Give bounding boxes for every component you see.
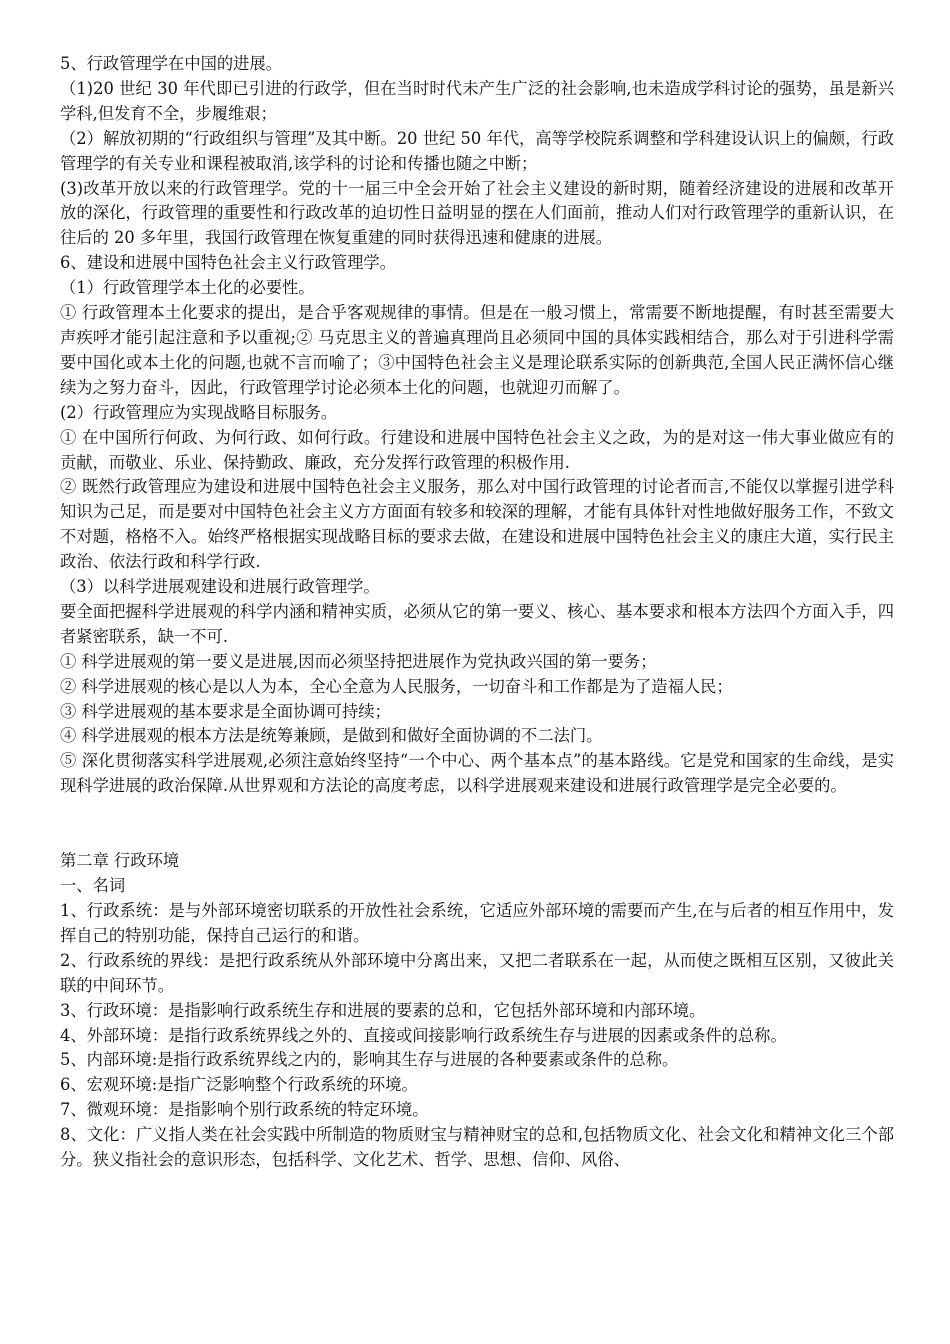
term-external-environment: 4、外部环境：是指行政系统界线之外的、直接或间接影响行政系统生存与进展的因素或条件的总称。 <box>60 1025 787 1045</box>
document-page <box>60 52 894 1173</box>
subheading-scientific-outlook: （3）以科学进展观建设和进展行政管理学。 <box>60 577 380 597</box>
paragraph-strategic-goals-2: ② 既然行政管理应为建设和进展中国特色社会主义服务，那么对中国行政管理的讨论者而言,不能仅以掌握引进学科知识为己足，而是要对中国特色社会主义方方面面有较多和较深的理解，才能有具体针对性地做好服务工作，不致文不对题，格格不入。始终严格根据实现战略目标的要求去做，在建设和进展中国特色社会主义的康庄大道，实行民主政治、依法行政和科学行政. <box>60 477 894 572</box>
subheading-strategic-goals: (2）行政管理应为实现战略目标服务。 <box>60 402 338 422</box>
heading-item-5: 5、行政管理学在中国的进展。 <box>60 54 283 73</box>
term-micro-environment: 7、微观环境：是指影响个别行政系统的特定环境。 <box>60 1100 429 1120</box>
list-item-outlook-2: ② 科学进展观的核心是以人为本，全心全意为人民服务，一切奋斗和工作都是为了造福人民； <box>60 676 733 696</box>
chapter-title: 第二章 行政环境 <box>60 851 180 871</box>
term-administrative-system: 1、行政系统：是与外部环境密切联系的开放性社会系统，它适应外部环境的需要而产生,在与后者的相互作用中，发挥自己的特别功能，保持自己运行的和谐。 <box>60 901 894 945</box>
term-macro-environment: 6、宏观环境:是指广泛影响整个行政系统的环境。 <box>60 1075 418 1095</box>
section-chapter-2 <box>60 849 894 1173</box>
paragraph-liberation-period: （2）解放初期的“行政组织与管理”及其中断。20 世纪 50 年代，高等学校院系调整和学科建设认识上的偏颇，行政管理学的有关专业和课程被取消,该学科的讨论和传播也随之中断； <box>60 128 894 173</box>
list-item-outlook-4: ④ 科学进展观的根本方法是统筹兼顾，是做到和做好全面协调的不二法门。 <box>60 726 603 746</box>
term-internal-environment: 5、内部环境:是指行政系统界线之内的，影响其生存与进展的各种要素或条件的总称。 <box>60 1050 679 1070</box>
term-system-boundary: 2、行政系统的界线：是把行政系统从外部环境中分离出来，又把二者联系在一起，从而使之既相互区别，又彼此关联的中间环节。 <box>60 950 894 995</box>
paragraph-scientific-outlook-intro: 要全面把握科学进展观的科学内涵和精神实质，必须从它的第一要义、核心、基本要求和根本方法四个方面入手，四者紧密联系，缺一不可. <box>60 601 894 646</box>
paragraph-localization: ① 行政管理本土化要求的提出，是合乎客观规律的事情。但是在一般习惯上，常需要不断地提醒，有时甚至需要大声疾呼才能引起注意和予以重视;② 马克思主义的普遍真理尚且必须同中国的具体实践相结合，那么对于引进科学需要中国化或本土化的问题,也就不言而喻了；③中国特色社会主义是理论联系实际的创新典范,全国人民正满怀信心继续为之努力奋斗，因此，行政管理学讨论必须本土化的问题，也就迎刃而解了。 <box>60 303 894 397</box>
list-item-outlook-5: ⑤ 深化贯彻落实科学进展观,必须注意始终坚持“一个中心、两个基本点”的基本路线。它是党和国家的生命线，是实现科学进展的政治保障.从世界观和方法论的高度考虑，以科学进展观来建设和进展行政管理学是完全必要的。 <box>60 751 894 796</box>
section-title-terms: 一、名词 <box>60 876 126 896</box>
section-spacer <box>60 799 894 849</box>
paragraph-1930s: （1)20 世纪 30 年代即已引进的行政学，但在当时时代未产生广泛的社会影响,也未造成学科讨论的强势，虽是新兴学科,但发育不全，步履维艰； <box>60 78 894 123</box>
term-administrative-environment: 3、行政环境：是指影响行政系统生存和进展的要素的总和，它包括外部环境和内部环境。 <box>60 1000 706 1020</box>
list-item-outlook-3: ③ 科学进展观的基本要求是全面协调可持续； <box>60 701 391 721</box>
subheading-localization: （1）行政管理学本土化的必要性。 <box>60 278 315 298</box>
list-item-outlook-1: ① 科学进展观的第一要义是进展,因而必须坚持把进展作为党执政兴国的第一要务； <box>60 651 657 671</box>
section-admin-science-development <box>60 52 894 799</box>
term-culture: 8、文化：广义指人类在社会实践中所制造的物质财宝与精神财宝的总和,包括物质文化、社会文化和精神文化三个部分。狭义指社会的意识形态，包括科学、文化艺术、哲学、思想、信仰、风俗、 <box>60 1125 894 1170</box>
paragraph-reform-era: (3)改革开放以来的行政管理学。党的十一届三中全会开始了社会主义建设的新时期，随着经济建设的进展和改革开放的深化，行政管理的重要性和行政改革的迫切性日益明显的摆在人们面前，推动人们对行政管理学的重新认识，在往后的 20 多年里，我国行政管理在恢复重建的同时获得迅速和健康的进展。 <box>60 178 894 248</box>
paragraph-strategic-goals-1: ① 在中国所行何政、为何行政、如何行政。行建设和进展中国特色社会主义之政，为的是对这一伟大事业做应有的贡献，而敬业、乐业、保持勤政、廉政，充分发挥行政管理的积极作用. <box>60 427 894 472</box>
heading-item-6: 6、建设和进展中国特色社会主义行政管理学。 <box>60 253 396 273</box>
